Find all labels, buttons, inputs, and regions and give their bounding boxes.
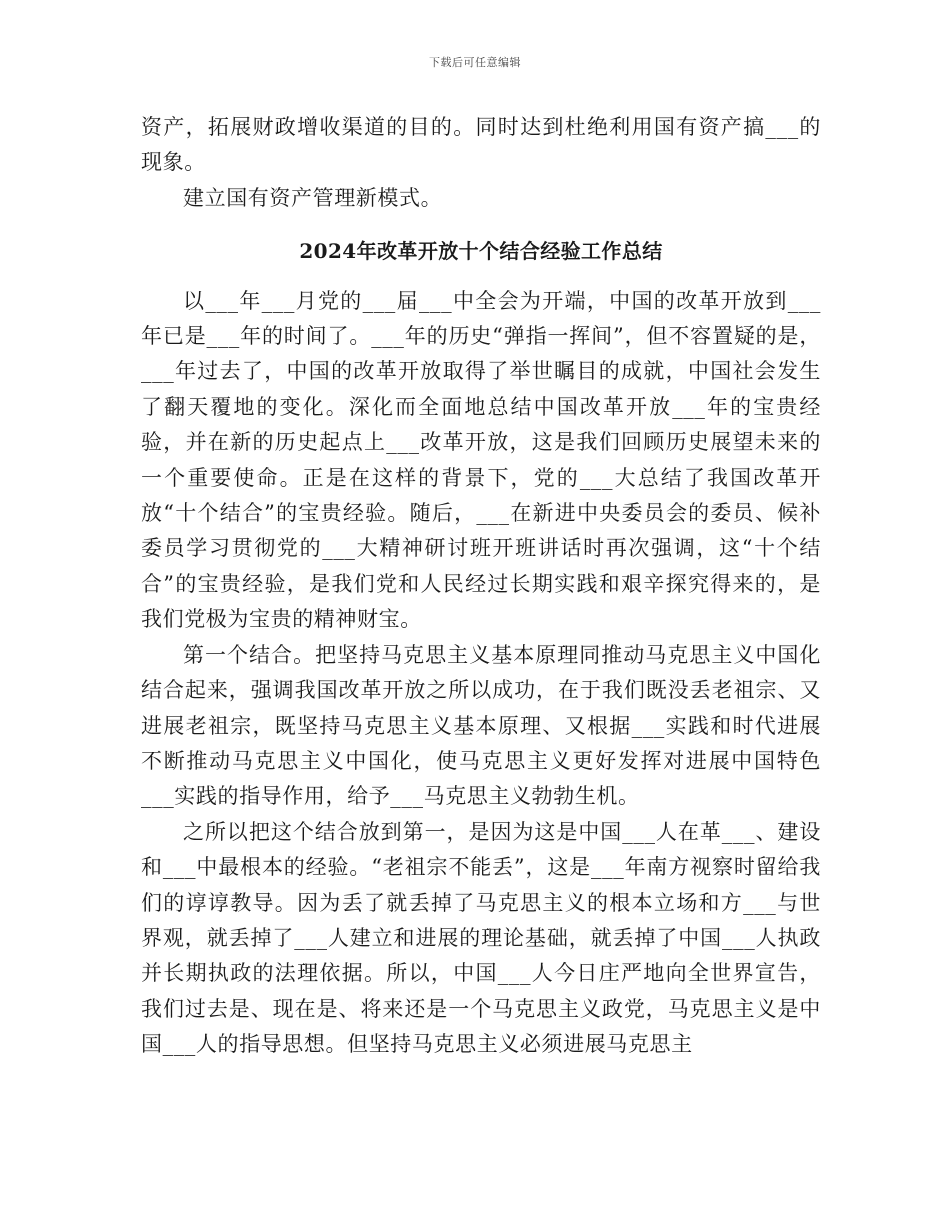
body-paragraph: 之所以把这个结合放到第一，是因为这是中国___人在革___、建设和___中最根本的经验。“老祖宗不能丢”，这是___年南方视察时留给我们的谆谆教导。因为丢了就丢掉了马克思主义的根本立场和方___与世界观，就丢掉了___人建立和进展的理论基础，就丢掉了中国___人执政并长期执政的法理依据。所以，中国___人今日庄严地向全世界宣告，我们过去是、现在是、将来还是一个马克思主义政党，马克思主义是中国___人的指导思想。但坚持马克思主义必须进展马克思主 xyxy=(141,819,821,1057)
body-paragraph: 以___年___月党的___届___中全会为开端，中国的改革开放到___年已是___年的时间了。___年的历史“弹指一挥间”，但不容置疑的是，___年过去了，中国的改革开放取得了举世瞩目的成就，中国社会发生了翻天覆地的变化。深化而全面地总结中国改革开放___年的宝贵经验，并在新的历史起点上___改革开放，这是我们回顾历史展望未来的一个重要使命。正是在这样的背景下，党的___大总结了我国改革开放“十个结合”的宝贵经验。随后，___在新进中央委员会的委员、候补委员学习贯彻党的___大精神研讨班开班讲话时再次强调，这“十个结合”的宝贵经验，是我们党和人民经过长期实践和艰辛探究得来的，是我们党极为宝贵的精神财宝。 xyxy=(141,288,821,632)
document-title: 2024年改革开放十个结合经验工作总结 xyxy=(299,239,663,264)
body-paragraph: 第一个结合。把坚持马克思主义基本原理同推动马克思主义中国化结合起来，强调我国改革开放之所以成功，在于我们既没丢老祖宗、又进展老祖宗，既坚持马克思主义基本原理、又根据___实践和时代进展不断推动马克思主义中国化，使马克思主义更好发挥对进展中国特色___实践的指导作用，给予___马克思主义勃勃生机。 xyxy=(141,642,821,809)
page-header: 下载后可任意编辑 xyxy=(429,56,521,69)
document-body xyxy=(141,110,821,1063)
intro-paragraph-2: 建立国有资产管理新模式。 xyxy=(183,185,443,210)
intro-paragraph: 资产，拓展财政增收渠道的目的。同时达到杜绝利用国有资产搞___的现象。 xyxy=(141,115,821,175)
